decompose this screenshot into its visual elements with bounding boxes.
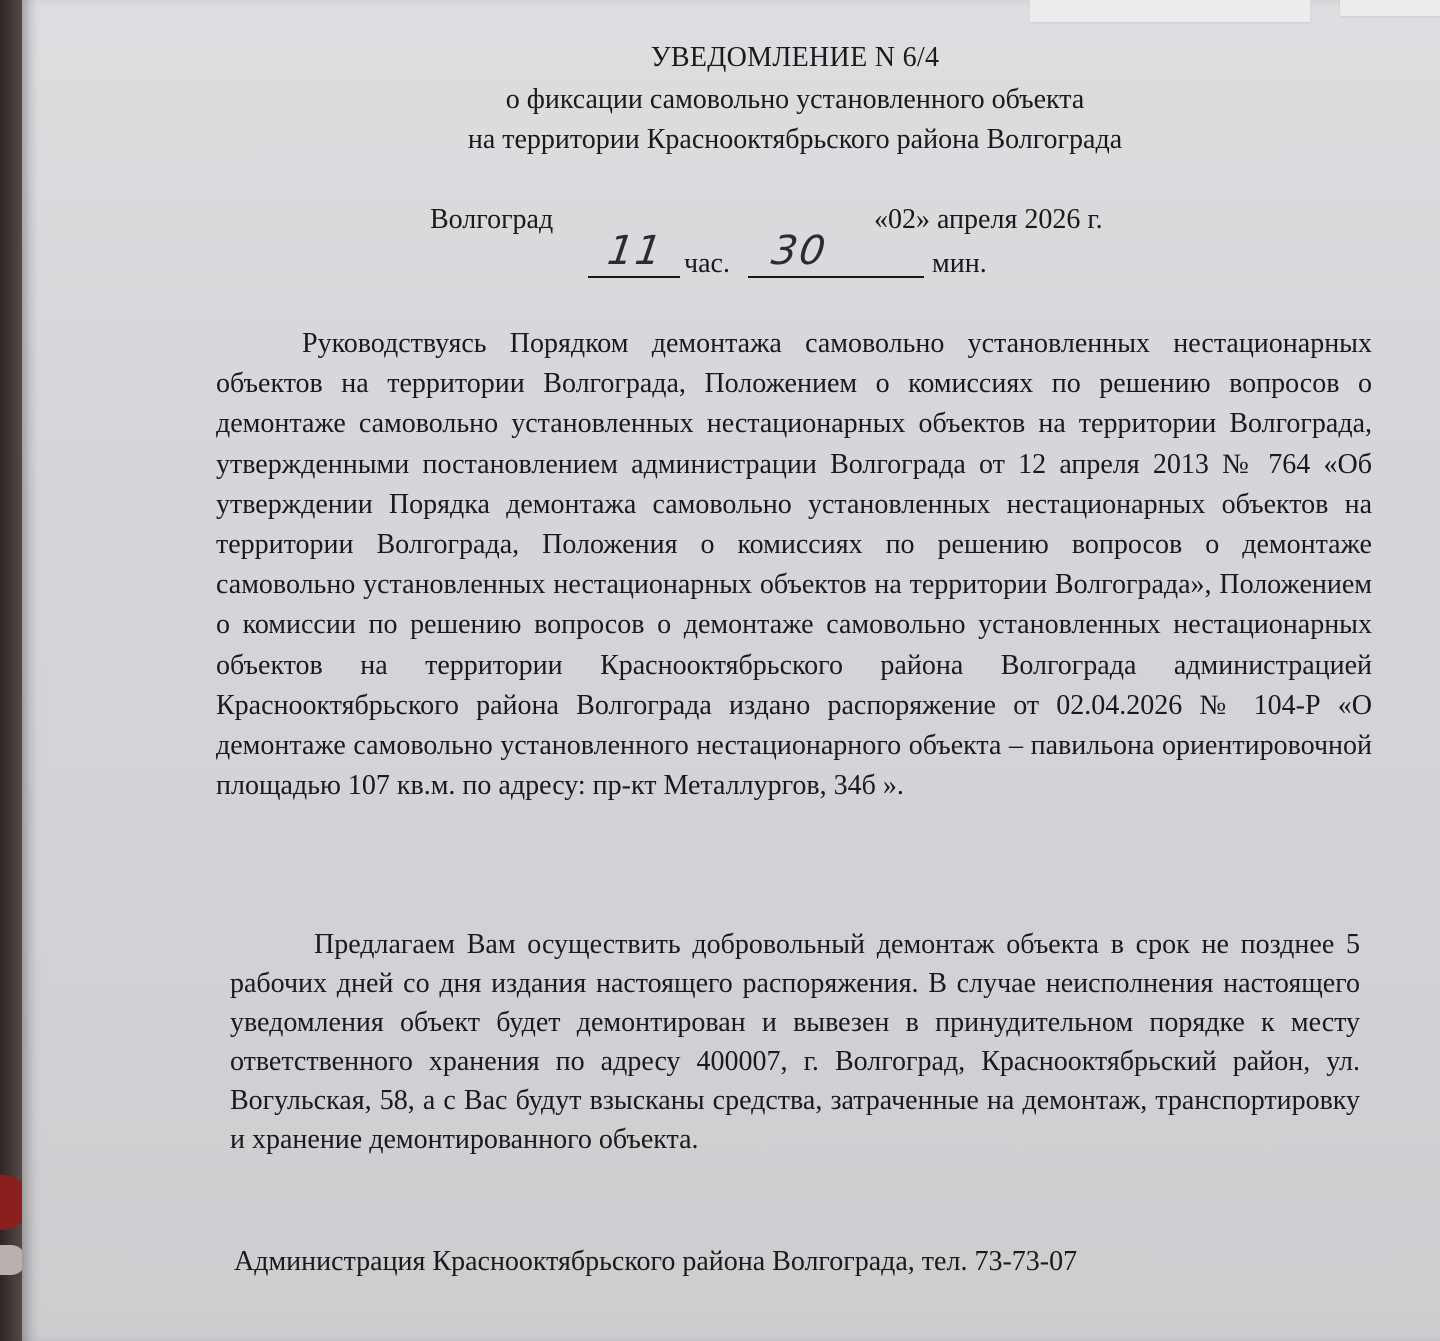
minutes-handwritten-value: 30 — [768, 228, 831, 274]
demand-paragraph: Предлагаем Вам осуществить добровольный демонтаж объекта в срок не позднее 5 рабочих дней со дня издания настоящего распоряжения. В случае неисполнения настоящего уведомления объект будет демонтирован и вывезен в принудительном порядке к месту ответственного хранения по адресу 400007, г. Волгоград, Краснооктябрьский район, ул. Вогульская, 58, а с Вас будут взысканы средства, затраченные на демонтаж, транспортировку и хранение демонтированного объекта. — [230, 929, 1360, 1155]
adhesive-tape-corner — [1340, 0, 1440, 16]
issuer-footer: Администрация Краснооктябрьского района Волгограда, тел. 73-73-07 — [234, 1246, 1078, 1277]
hours-label: час. — [684, 248, 730, 279]
issue-date: «02» апреля 2026 г. — [874, 204, 1103, 235]
notice-subtitle-line2: на территории Краснооктябрьского района Волгограда — [467, 124, 1123, 155]
hours-handwritten-value: 11 — [604, 228, 667, 274]
adhesive-tape — [1030, 0, 1310, 22]
minutes-label: мин. — [932, 248, 987, 279]
notice-subtitle-line1: о фиксации самовольно установленного объекта — [505, 84, 1085, 115]
legal-basis-paragraph: Руководствуясь Порядком демонтажа самовольно установленных нестационарных объектов на территории Волгограда, Положением о комиссиях по решению вопросов о демонтаже самовольно установленных нестационарных объектов на территории Волгограда, утвержденными постановлением администрации Волгограда от 12 апреля 2013 № 764 «Об утверждении Порядка демонтажа самовольно установленных нестационарных объектов на территории Волгограда, Положения о комиссиях по решению вопросов о демонтаже самовольно установленных нестационарных объектов на территории Волгограда», Положением о комиссии по решению вопросов о демонтаже самовольно установленных нестационарных объектов на территории Краснооктябрьского района Волгограда администрацией Краснооктябрьского района Волгограда издано распоряжение от 02.04.2026 № 104-Р «О демонтаже самовольно установленного нестационарного объекта – павильона ориентировочной площадью 107 кв.м. по адресу: пр-кт Металлургов, 34б ». — [216, 328, 1372, 802]
issue-city: Волгоград — [430, 204, 554, 235]
notice-title: УВЕДОМЛЕНИЕ N 6/4 — [650, 42, 940, 73]
